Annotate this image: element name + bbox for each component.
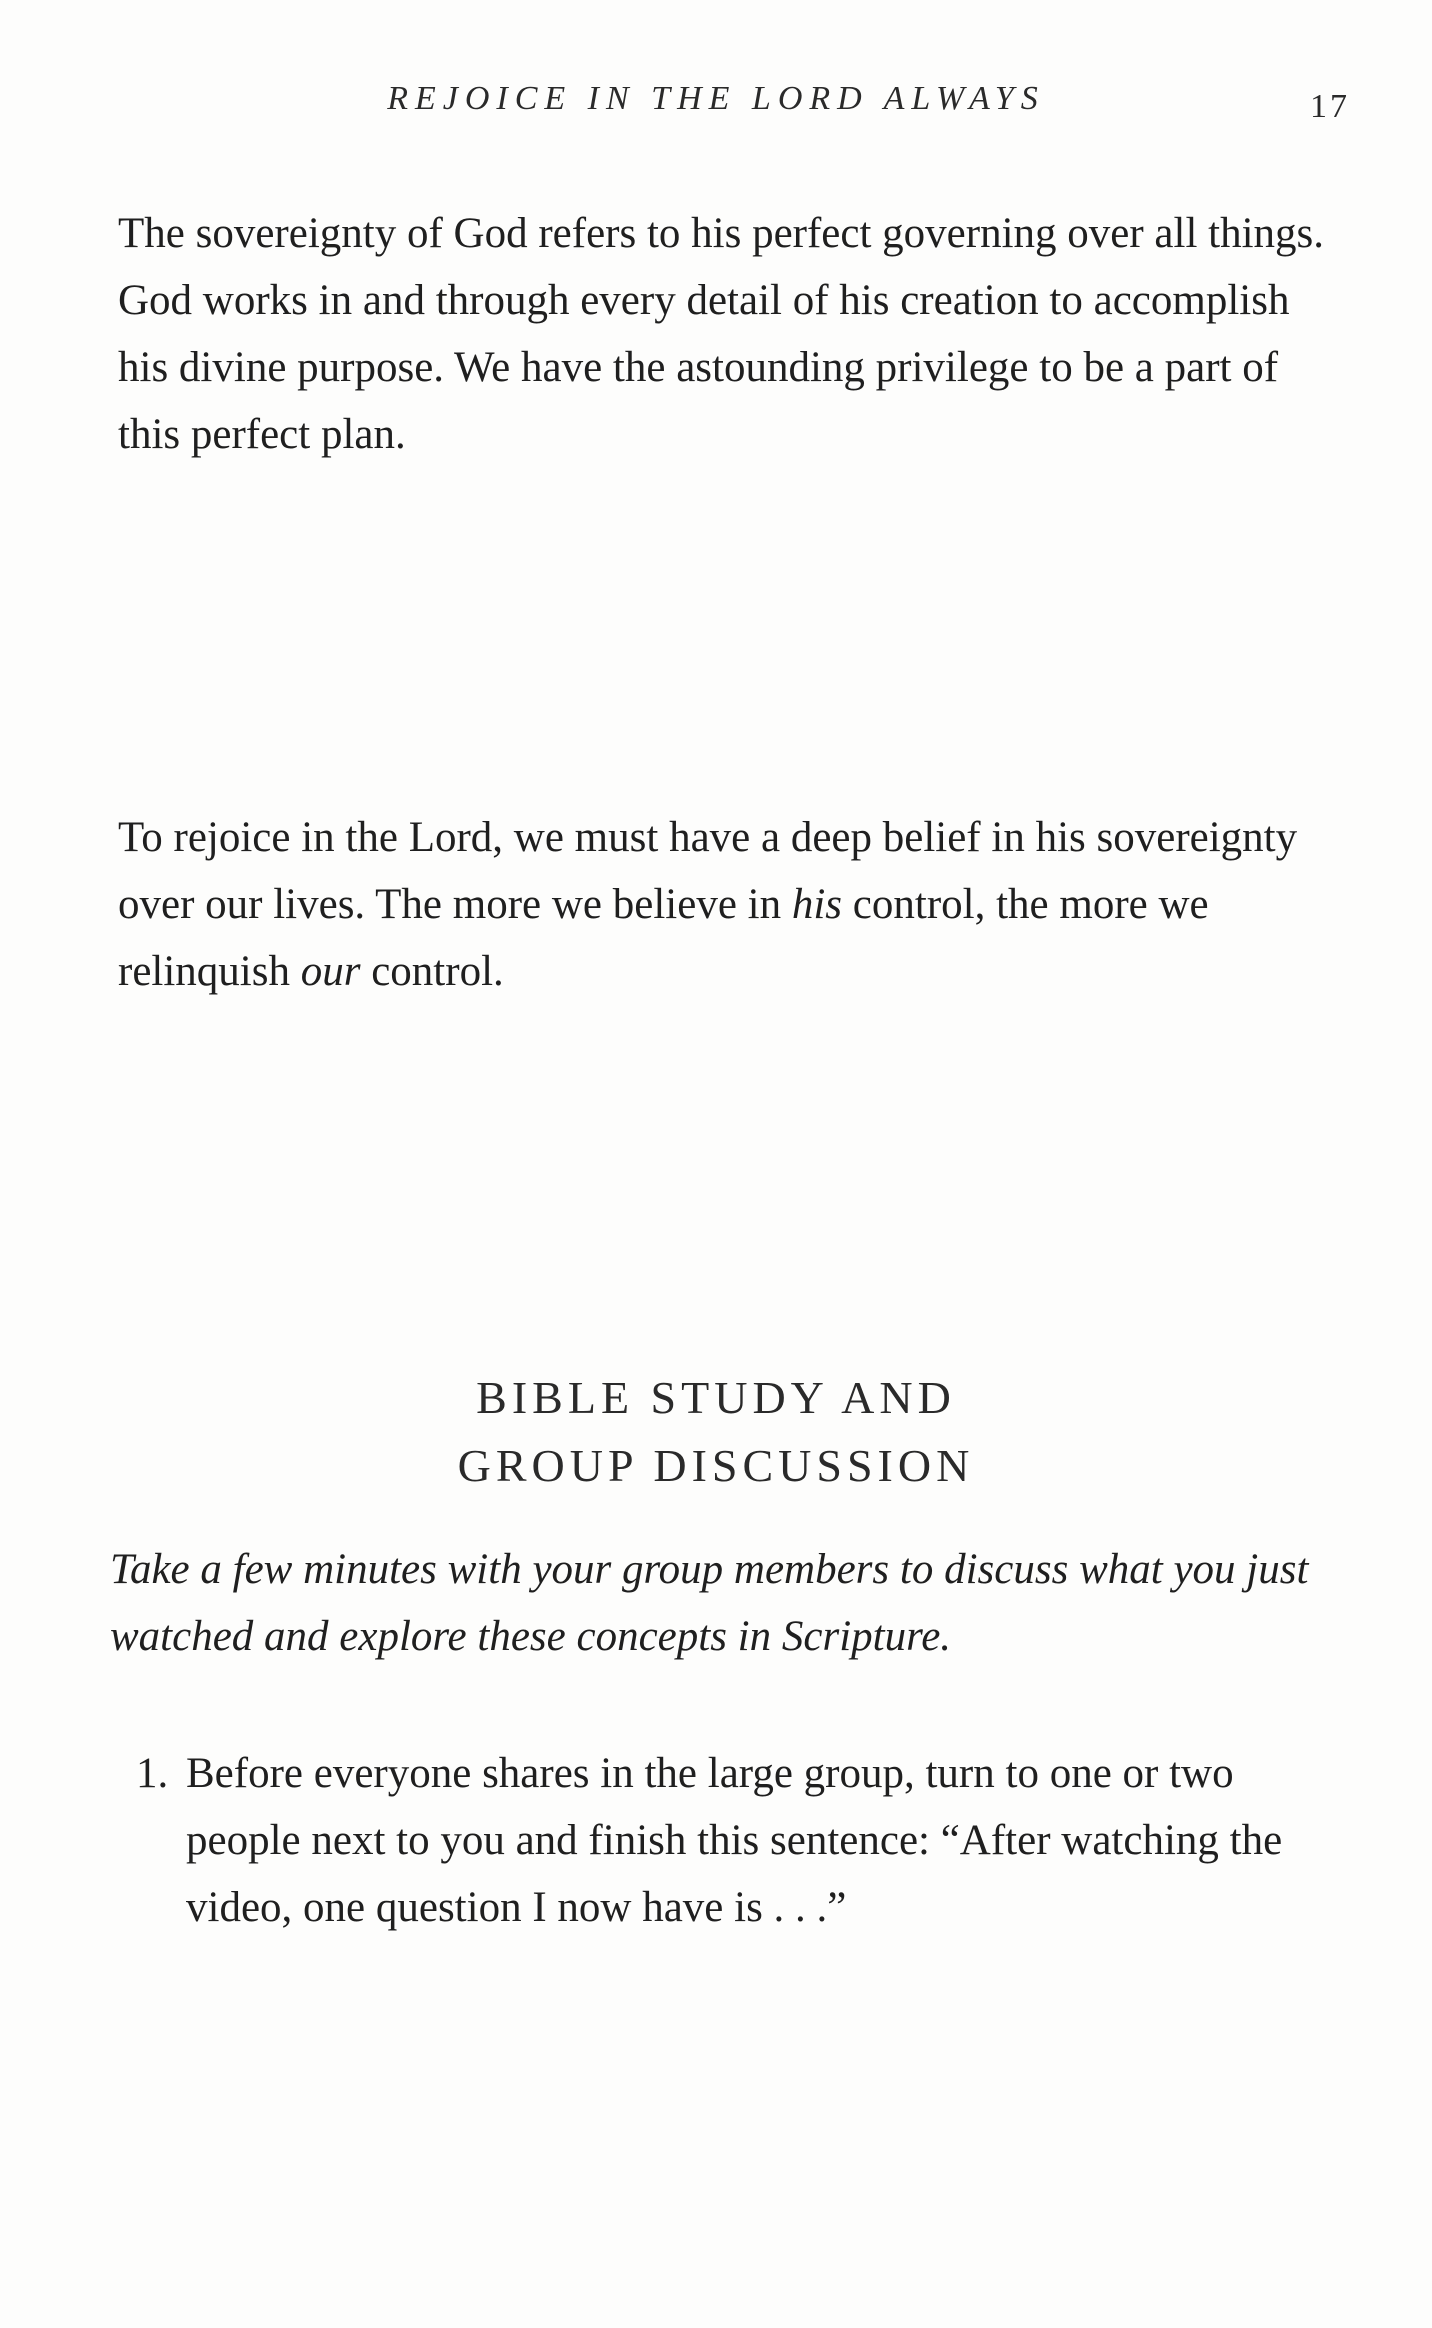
discussion-instructions: Take a few minutes with your group members to discuss what you just watched and explore these concepts in Scripture. [110, 1546, 1309, 1660]
paragraph-rejoice-text-3: control. [360, 948, 504, 995]
paragraph-rejoice [118, 804, 1348, 1005]
page-number: 17 [1310, 88, 1350, 125]
paragraph-sovereignty: The sovereignty of God refers to his perfect governing over all things. God works in and through every detail of his creation to accomplish his divine purpose. We have the astounding privilege to be a part of this perfect plan. [118, 210, 1325, 458]
emphasis-our: our [300, 948, 361, 995]
question-number: 1. [136, 1750, 169, 1797]
running-head: REJOICE IN THE LORD ALWAYS [387, 80, 1045, 117]
discussion-question [136, 1740, 1336, 1941]
section-heading [0, 1364, 1432, 1500]
section-heading-line-2: GROUP DISCUSSION [457, 1440, 975, 1491]
paragraph-rejoice-text-2: control, the more we relinquish [118, 881, 1209, 995]
section-heading-line-1: BIBLE STUDY AND [476, 1372, 956, 1423]
emphasis-his: his [791, 881, 843, 928]
paragraph-rejoice-text-1: To rejoice in the Lord, we must have a deep belief in his sovereignty over our lives. The more we believe in [118, 814, 1298, 928]
question-text: Before everyone shares in the large group, turn to one or two people next to you and finish this sentence: “After watching the video, one question I now have is . . .” [186, 1750, 1283, 1931]
